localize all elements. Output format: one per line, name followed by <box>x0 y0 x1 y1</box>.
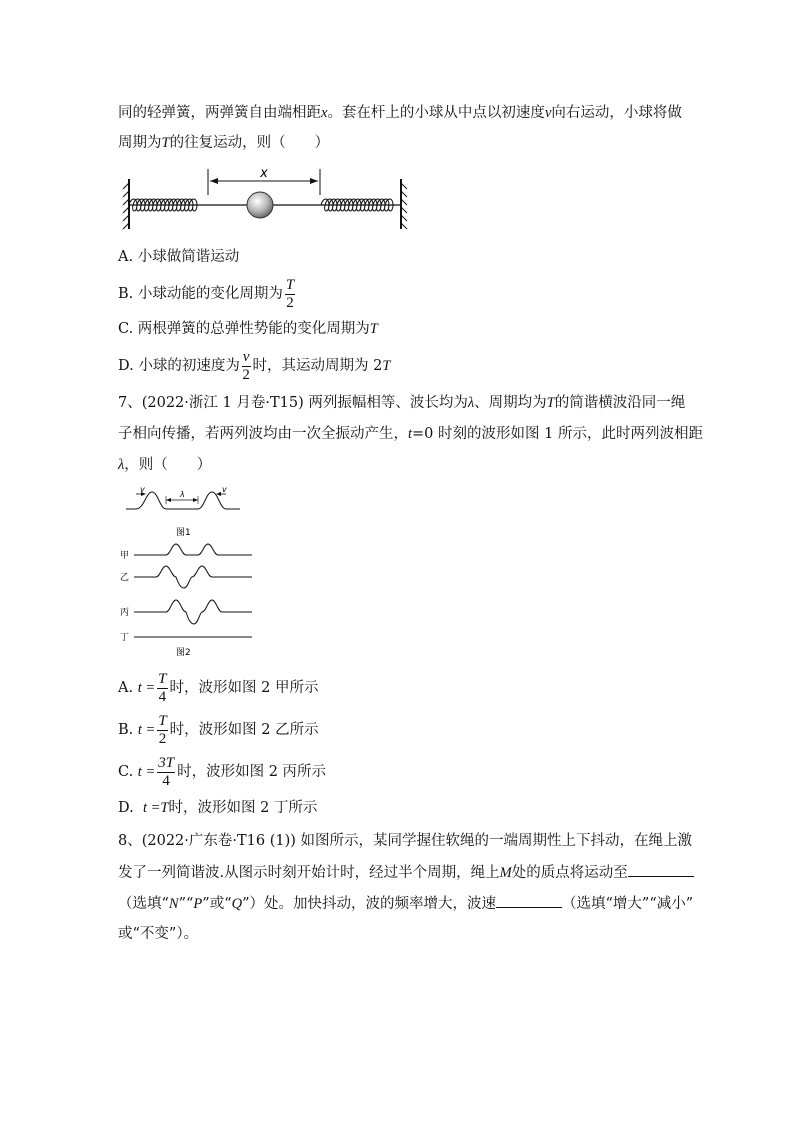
row-label-ding: 丁 <box>120 633 130 643</box>
q6-option-c <box>118 319 378 339</box>
stem-text: （选填“增大”“减小” <box>562 896 694 912</box>
option-letter: C. <box>118 764 134 780</box>
q7-stem-line-2 <box>118 424 703 444</box>
option-text: D. 小球的初速度为 <box>118 358 240 374</box>
frac-den: 4 <box>162 772 170 789</box>
option-text: 时，波形如图 2 丁所示 <box>168 800 318 816</box>
intro-text: 。套在杆上的小球从中点以初速度 <box>327 105 545 121</box>
t-equals: t = <box>137 722 156 738</box>
frac-num: 3T <box>158 754 175 771</box>
option-letter: A. <box>118 680 134 696</box>
option-text: C. 两根弹簧的总弹性势能的变化周期为 <box>118 321 370 337</box>
var-T: T <box>382 358 391 374</box>
q6-option-b <box>118 276 297 312</box>
answer-blank-1[interactable] <box>628 862 694 877</box>
row-label-bing: 丙 <box>120 608 130 618</box>
option-text: 时，波形如图 2 乙所示 <box>169 722 319 738</box>
velocity-label: v <box>222 485 227 494</box>
var-x: x <box>321 105 328 121</box>
stem-text: 7、(2022·浙江 1 月卷·T15) 两列振幅相等、波长均为 <box>118 395 468 411</box>
stem-text: ”）处。加快抖动，波的频率增大，波速 <box>242 896 497 912</box>
option-text: B. 小球动能的变化周期为 <box>118 286 283 302</box>
option-text: 时，其运动周期为 2 <box>252 358 383 374</box>
stem-text: ”“ <box>178 896 194 912</box>
var-T: T <box>161 135 170 151</box>
stem-text: 、周期均为 <box>474 395 547 411</box>
q7-stem-line-3 <box>118 455 211 475</box>
stem-text: 发了一列简谐波.从图示时刻开始计时，经过半个周期，绳上 <box>118 865 500 881</box>
intro-text: 周期为 <box>118 135 162 151</box>
intro-text: 的往复运动，则（ ） <box>169 135 330 151</box>
frac-den: 2 <box>286 294 294 311</box>
wave-figure <box>118 484 258 660</box>
q6-option-a <box>118 247 239 267</box>
frac-num: T <box>158 712 167 729</box>
figure-1-caption: 图1 <box>176 528 191 538</box>
figure-2-caption: 图2 <box>176 648 191 658</box>
var-lambda: λ <box>118 457 125 473</box>
fraction <box>285 277 295 312</box>
row-label-jia: 甲 <box>120 551 130 561</box>
frac-den: 2 <box>242 366 250 383</box>
q6-option-d <box>118 348 390 384</box>
var-N: N <box>168 896 179 912</box>
velocity-label: v <box>140 485 145 494</box>
var-t: t <box>408 426 413 442</box>
ball <box>247 192 273 218</box>
option-letter: B. <box>118 722 134 738</box>
var-T: T <box>546 395 555 411</box>
lambda-label: λ <box>180 490 185 499</box>
var-P: P <box>193 896 203 912</box>
q7-option-d <box>118 798 317 818</box>
spring-ball-figure <box>120 165 410 233</box>
q7-option-a <box>118 670 318 706</box>
stem-text: 或“不变”）。 <box>118 926 199 942</box>
stem-text: ”或“ <box>202 896 232 912</box>
stem-text: （选填“ <box>118 896 169 912</box>
var-lambda: λ <box>467 395 475 411</box>
frac-den: 2 <box>158 730 167 747</box>
frac-num: T <box>158 670 167 687</box>
q7-option-c <box>118 754 326 790</box>
option-letter: D. <box>118 800 134 816</box>
dimension-label-x: x <box>260 166 268 181</box>
fraction <box>242 349 251 384</box>
option-text: 时，波形如图 2 甲所示 <box>169 680 319 696</box>
option-text: 时，波形如图 2 丙所示 <box>177 764 327 780</box>
q7-stem-line-1 <box>118 393 685 413</box>
fraction <box>157 671 167 706</box>
q8-stem-line-3 <box>118 893 693 914</box>
var-T: T <box>160 800 169 816</box>
frac-num: v <box>242 348 250 365</box>
frac-den: 4 <box>158 688 167 705</box>
q8-stem-line-4 <box>118 924 198 944</box>
stem-text: 的简谐横波沿同一绳 <box>554 395 686 411</box>
var-Q: Q <box>231 896 243 912</box>
row-label-yi: 乙 <box>120 573 130 583</box>
t-equals: t = <box>137 680 156 696</box>
fraction <box>157 713 167 748</box>
intro-text: 向右运动，小球将做 <box>551 105 682 121</box>
stem-text: 处的质点将运动至 <box>511 865 628 881</box>
q8-stem-line-1 <box>118 831 692 851</box>
q7-option-b <box>118 712 319 748</box>
var-v: v <box>544 105 552 121</box>
stem-text: =0 时刻的波形如图 1 所示，此时两列波相距 <box>412 426 703 442</box>
stem-text: 8、(2022·广东卷·T16 (1)) 如图所示，某同学握住软绳的一端周期性上下抖动，在绳上激 <box>118 833 693 849</box>
frac-num: T <box>285 276 295 293</box>
t-equals: t = <box>137 764 156 780</box>
q8-stem-line-2 <box>118 862 694 883</box>
option-text: A. 小球做简谐运动 <box>118 249 240 265</box>
intro-line-2 <box>118 133 329 153</box>
stem-text: ，则（ ） <box>124 457 212 473</box>
fraction <box>157 755 175 790</box>
stem-text: 子相向传播，若两列波均由一次全振动产生， <box>118 426 408 442</box>
answer-blank-2[interactable] <box>496 893 562 908</box>
var-M: M <box>499 865 512 881</box>
var-T: T <box>369 321 378 337</box>
intro-text: 同的轻弹簧，两弹簧自由端相距 <box>118 105 321 121</box>
t-equals: t = <box>142 800 161 816</box>
intro-line-1 <box>118 103 682 123</box>
